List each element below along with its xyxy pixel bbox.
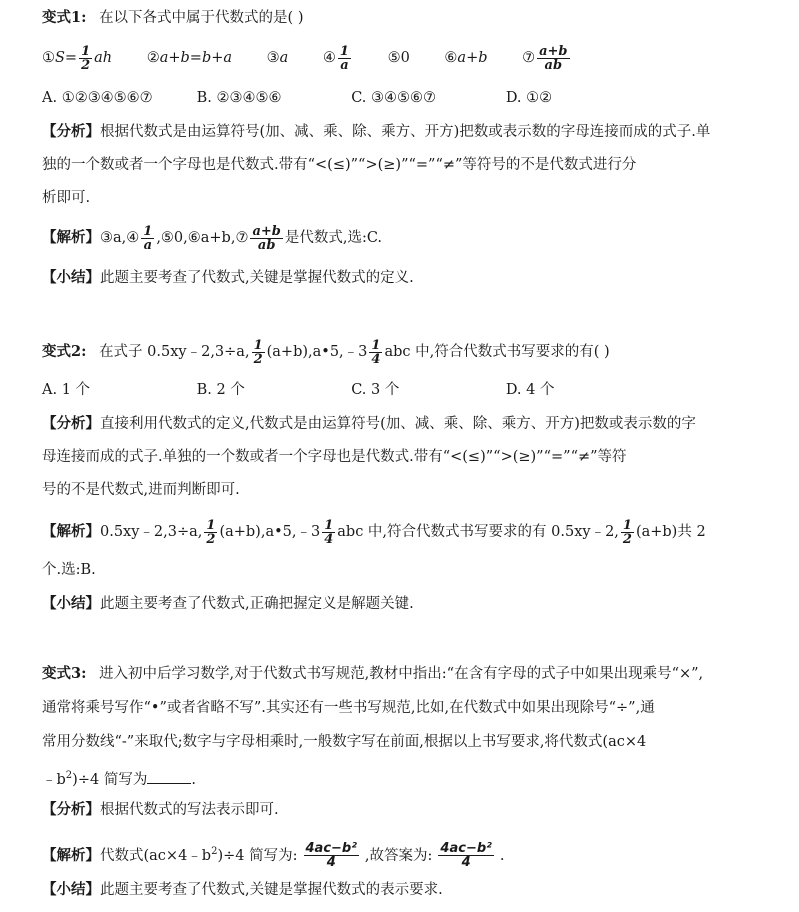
q1-item-1: ①S= $\frac{1}{2}$ ah xyxy=(42,43,113,73)
q2-option-d: D. 4 个 xyxy=(505,382,555,398)
q1-option-b: B. ②③④⑤⑥ xyxy=(196,90,282,106)
q1-item-3: ③a xyxy=(266,50,289,66)
q1-solution-frac-1: $\frac{1}{a}$ xyxy=(143,223,153,253)
q2-analysis-text-2: 母连接而成的式子.单独的一个数或者一个字母也是代数式.带有“<(≤)”“>(≥)”“=”“≠”等符 xyxy=(42,449,627,465)
q2-analysis-tag: 【分析】 xyxy=(42,415,100,432)
q1-solution-part-a: ③a,④ xyxy=(100,230,140,246)
q3-stem-line-4 xyxy=(42,766,769,790)
q2-analysis-text-1: 直接利用代数式的定义,代数式是由运算符号(加、减、乘、除、乘方、开方)把数或表示数的字 xyxy=(100,416,696,432)
q3-label: 变式3: xyxy=(42,665,87,682)
q1-analysis-text-1: 根据代数式是由运算符号(加、减、乘、除、乘方、开方)把数或表示数的字母连接而成的式子.单 xyxy=(100,124,711,140)
q1-item-4: ④ $\frac{1}{a}$ xyxy=(322,43,349,73)
q1-option-d: D. ①② xyxy=(505,90,553,106)
q1-summary-tag: 【小结】 xyxy=(42,269,100,286)
q3-stem-line-1 xyxy=(42,664,769,684)
q3-stem-part-a: ﹣b xyxy=(42,771,66,788)
q1-solution-line xyxy=(42,222,769,254)
q2-analysis-line-3 xyxy=(42,480,769,500)
q1-solution-part-c: 是代数式,选:C. xyxy=(284,230,383,246)
q1-analysis-line-2 xyxy=(42,155,769,175)
q3-stem-text-1: 进入初中后学习数学,对于代数式书写规范,教材中指出:“在含有字母的式子中如果出现乘号“×”, xyxy=(99,666,704,682)
q2-option-c: C. 3 个 xyxy=(351,382,400,398)
q1-analysis-text-3: 析即可. xyxy=(42,190,91,206)
q2-option-b: B. 2 个 xyxy=(196,382,245,398)
q1-solution-part-b: ,⑤0,⑥a+b,⑦ xyxy=(156,230,249,246)
q2-solution-part-c: abc 中,符合代数式书写要求的有 0.5xy﹣2, xyxy=(337,524,619,540)
q1-solution-tag: 【解析】 xyxy=(42,229,100,246)
q3-stem-sup: 2 xyxy=(65,770,73,781)
q2-stem-part-b: (a+b),a•5,﹣3 xyxy=(266,344,368,360)
q3-analysis-tag: 【分析】 xyxy=(42,801,100,818)
q2-analysis-text-3: 号的不是代数式,进而判断即可. xyxy=(42,482,240,498)
q3-stem-text-2: 通常将乘号写作“•”或者省略不写”.其实还有一些书写规范,比如,在代数式中如果出现除号“÷”,通 xyxy=(42,700,655,716)
q2-stem-part-c: abc 中,符合代数式书写要求的有( ) xyxy=(384,344,610,360)
q2-solution-frac-2: $\frac{1}{4}$ xyxy=(324,517,334,547)
q2-solution-text-2: 个.选:B. xyxy=(42,562,96,578)
q2-options-line xyxy=(42,380,769,400)
q1-analysis-line-3 xyxy=(42,188,769,208)
q3-summary-text: 此题主要考查了代数式,关键是掌握代数式的表示要求. xyxy=(100,882,443,898)
q2-summary-text: 此题主要考查了代数式,正确把握定义是解题关键. xyxy=(100,596,414,612)
q2-solution-line-2 xyxy=(42,560,769,580)
q2-solution-tag: 【解析】 xyxy=(42,523,100,540)
q2-option-a: A. 1 个 xyxy=(42,382,91,398)
q1-options-line xyxy=(42,88,769,108)
q3-solution-frac-1: $\frac{\text{4ac−b²}}{4}$ xyxy=(305,841,357,871)
q1-item-6: ⑥a+b xyxy=(444,50,488,66)
q3-stem-line-2 xyxy=(42,698,769,718)
q1-item-5: ⑤0 xyxy=(387,50,410,66)
q3-solution-part-c: ,故答案为: xyxy=(364,847,433,864)
q2-solution-frac-3: $\frac{1}{2}$ xyxy=(622,517,632,547)
q1-stem: 在以下各式中属于代数式的是( ) xyxy=(99,10,304,26)
q2-stem-line xyxy=(42,336,769,368)
q3-solution-part-a: 代数式(ac×4﹣b xyxy=(100,847,212,864)
q2-solution-frac-1: $\frac{1}{2}$ xyxy=(206,517,216,547)
q2-summary-tag: 【小结】 xyxy=(42,595,100,612)
q1-analysis-line-1 xyxy=(42,122,769,142)
q3-solution-sup: 2 xyxy=(211,846,218,857)
q3-answer-blank xyxy=(147,769,191,784)
q2-stem-frac-2: $\frac{1}{4}$ xyxy=(371,337,381,367)
q1-summary-text: 此题主要考查了代数式,关键是掌握代数式的定义. xyxy=(100,270,414,286)
q3-stem-part-c: . xyxy=(191,771,196,788)
q3-solution-line xyxy=(42,834,769,870)
q2-summary-line xyxy=(42,594,769,614)
q2-analysis-line-1 xyxy=(42,414,769,434)
q3-analysis-line xyxy=(42,800,769,820)
q3-solution-tag: 【解析】 xyxy=(42,846,100,864)
q3-summary-tag: 【小结】 xyxy=(42,881,100,898)
q3-stem-part-b: )÷4 简写为 xyxy=(72,771,148,788)
q1-items-line xyxy=(42,42,769,74)
q2-label: 变式2: xyxy=(42,343,87,360)
q1-analysis-text-2: 独的一个数或者一个字母也是代数式.带有“<(≤)”“>(≥)”“=”“≠”等符号的不是代数式进行分 xyxy=(42,157,637,173)
q3-solution-part-d: . xyxy=(499,847,505,864)
q1-solution-frac-2: $\frac{a+b}{ab}$ xyxy=(252,223,281,253)
q2-solution-line xyxy=(42,516,769,548)
q3-analysis-text: 根据代数式的写法表示即可. xyxy=(100,802,279,818)
q1-option-a: A. ①②③④⑤⑥⑦ xyxy=(42,90,153,106)
q3-solution-frac-2: $\frac{\text{4ac−b²}}{4}$ xyxy=(440,841,492,871)
q2-analysis-line-2 xyxy=(42,447,769,467)
q2-solution-part-b: (a+b),a•5,﹣3 xyxy=(219,524,321,540)
q3-solution-part-b: )÷4 简写为: xyxy=(217,847,298,864)
q1-option-c: C. ③④⑤⑥⑦ xyxy=(351,90,437,106)
q1-summary-line xyxy=(42,268,769,288)
q3-stem-text-3: 常用分数线“-”来取代;数字与字母相乘时,一般数字写在前面,根据以上书写要求,将代数式(ac×4 xyxy=(42,734,647,750)
q1-stem-line xyxy=(42,8,769,28)
q1-label: 变式1: xyxy=(42,9,87,26)
q1-item-7: ⑦ $\frac{a+b}{ab}$ xyxy=(522,43,568,73)
q3-stem-line-3 xyxy=(42,732,769,752)
q1-item-2: ②a+b=b+a xyxy=(146,50,233,66)
q2-stem-frac-1: $\frac{1}{2}$ xyxy=(253,337,263,367)
q2-solution-part-d: (a+b)共 2 xyxy=(635,524,706,540)
q2-stem-part-a: 在式子 0.5xy﹣2,3÷a, xyxy=(99,344,250,360)
q2-solution-part-a: 0.5xy﹣2,3÷a, xyxy=(100,524,203,540)
q3-summary-line xyxy=(42,880,769,900)
q1-analysis-tag: 【分析】 xyxy=(42,123,100,140)
